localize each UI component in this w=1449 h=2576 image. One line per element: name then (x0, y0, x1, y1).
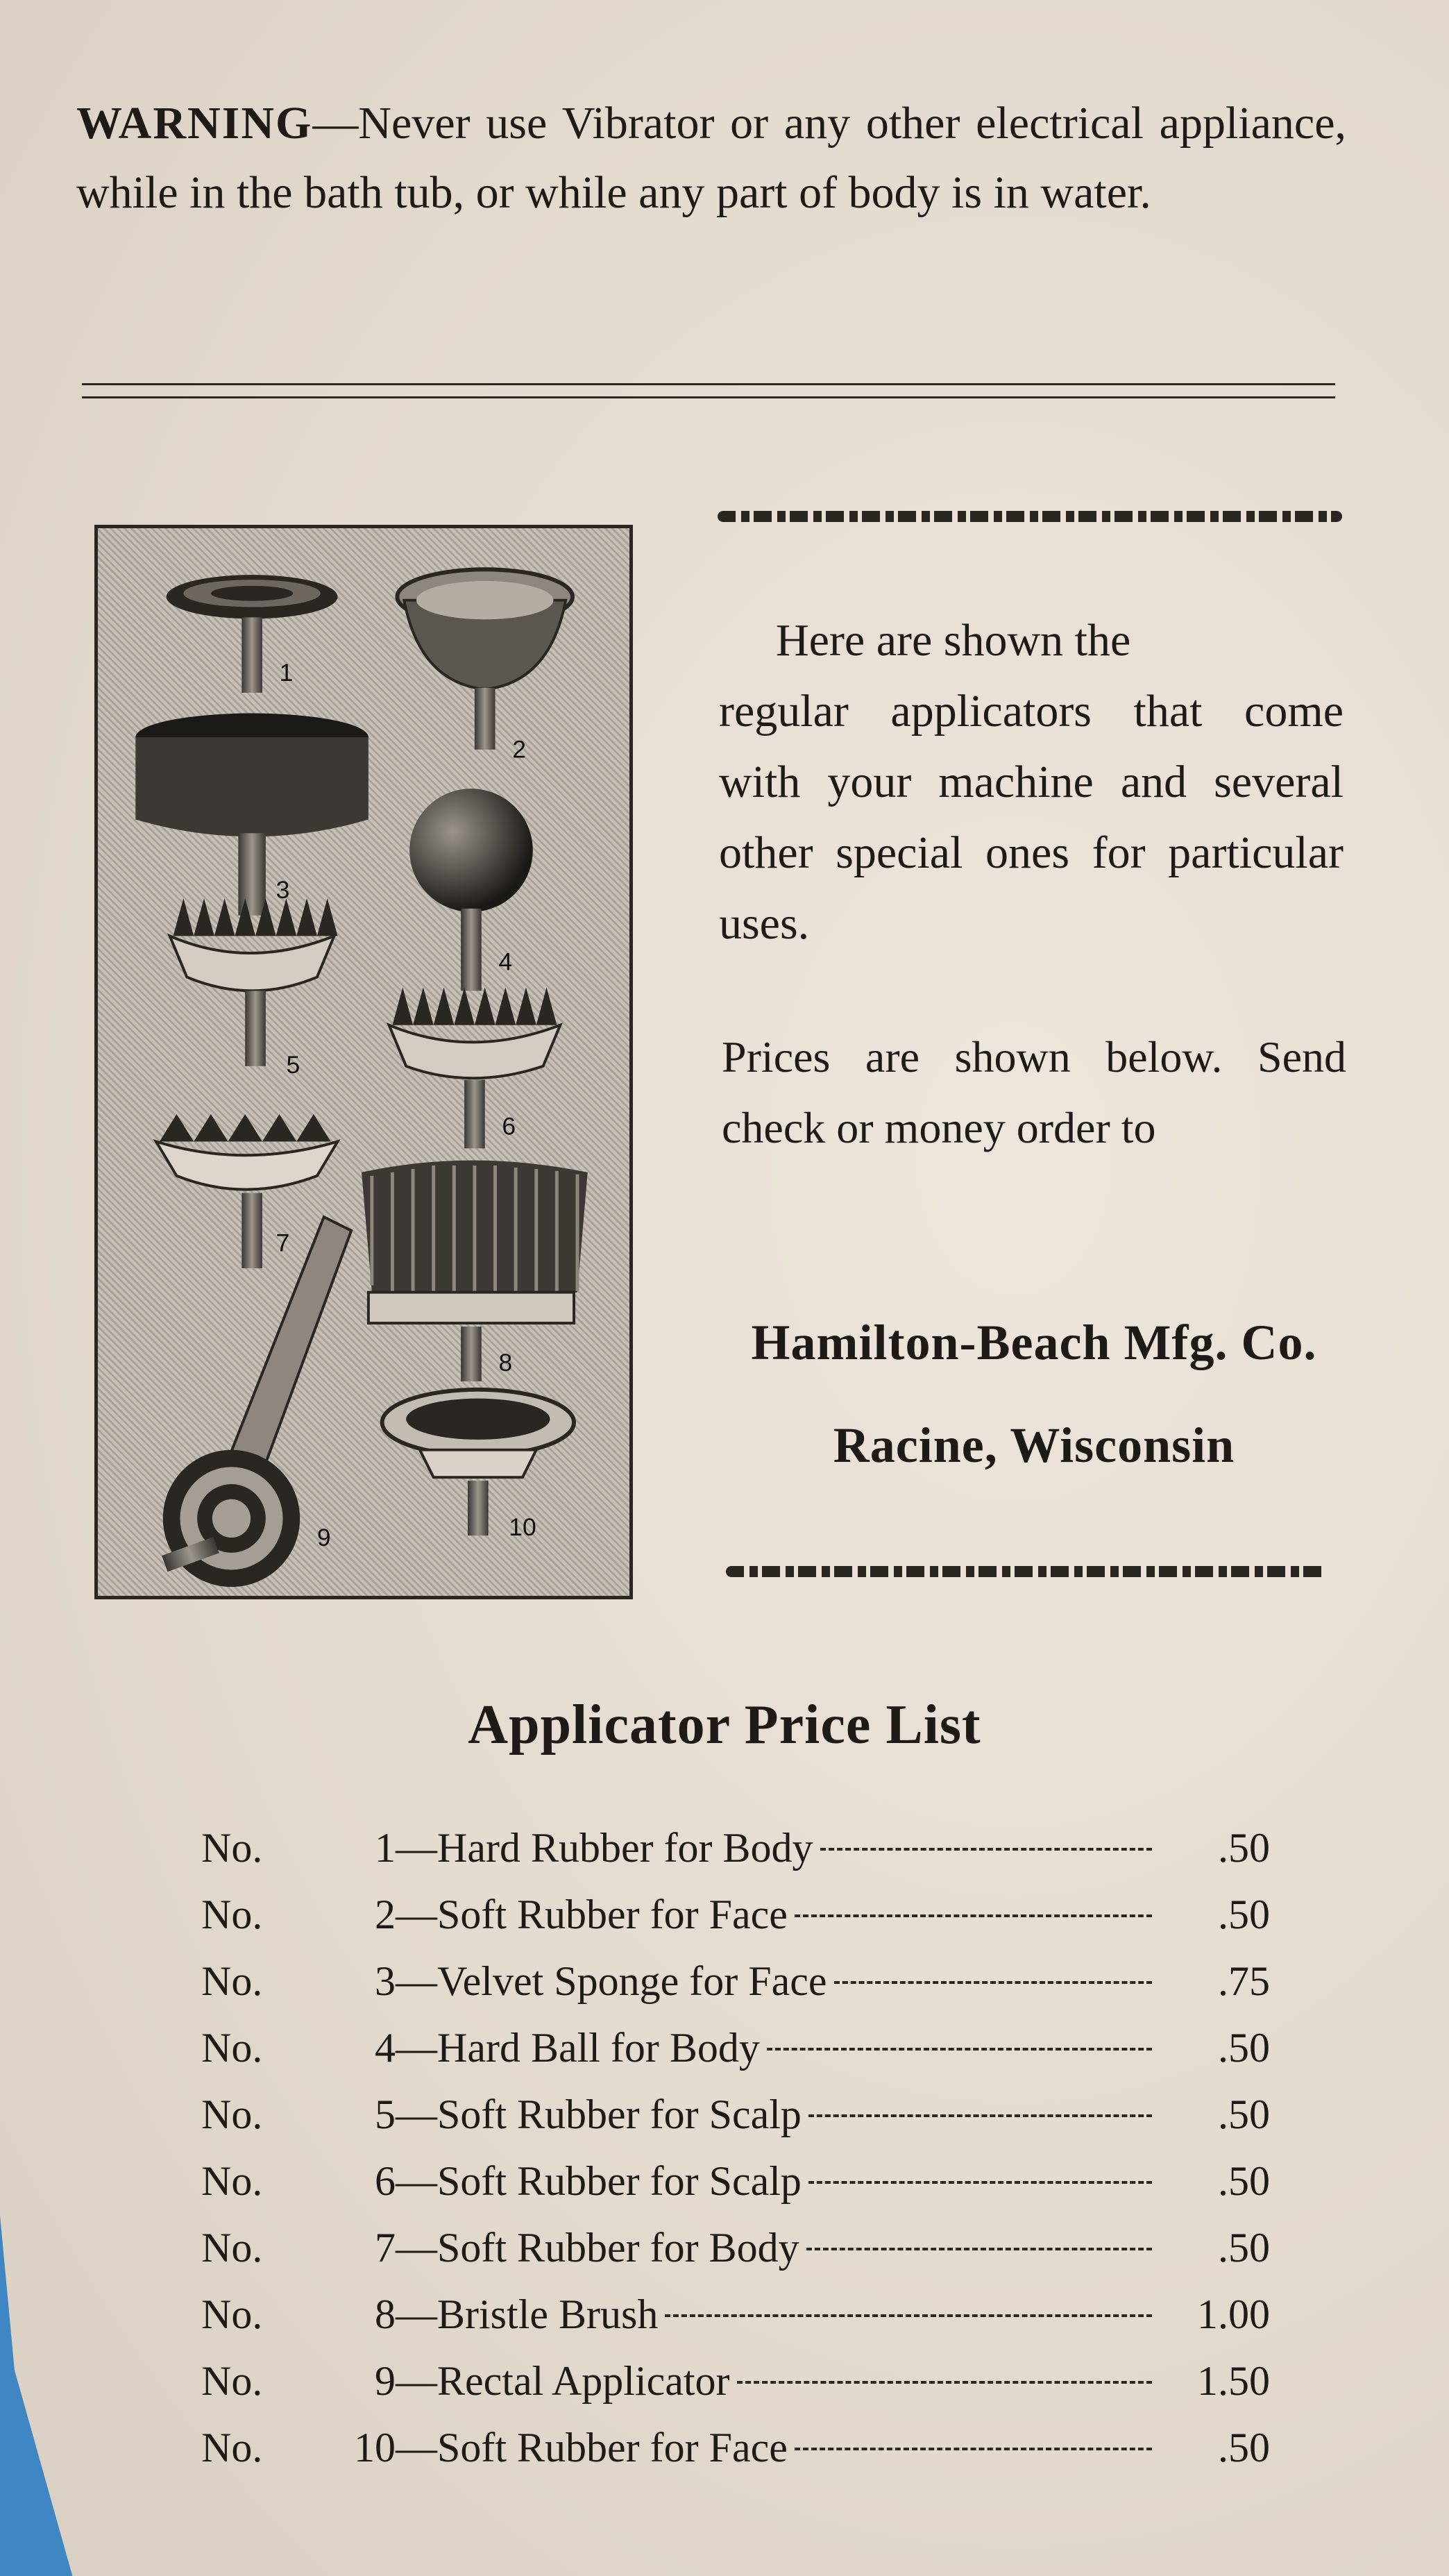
price-row (201, 2357, 1270, 2424)
warning-text: —Never use Vibrator or any other electrical appliance, while in the bath tub, or while any part of body is in water. (76, 98, 1346, 218)
row-no: No. (201, 1825, 263, 1871)
row-description: —Velvet Sponge for Face (396, 1958, 827, 2004)
prices-note: Prices are shown below. Send check or money order to (722, 1032, 1346, 1152)
row-price: .75 (1218, 1958, 1270, 2004)
row-number: 8 (375, 2291, 396, 2337)
chain-ornament-top (718, 511, 1342, 522)
row-price: .50 (1218, 2091, 1270, 2137)
intro-line-1: Here are shown the (776, 615, 1131, 666)
price-row (201, 2424, 1270, 2491)
price-row (201, 2024, 1270, 2091)
applicator-7-body (156, 1114, 338, 1268)
price-list (201, 1824, 1270, 2491)
applicator-4-ball (409, 789, 533, 991)
price-row (201, 2157, 1270, 2224)
warning-label: WARNING (76, 98, 313, 149)
row-no: No. (201, 2025, 263, 2071)
applicator-1-disc (167, 575, 338, 693)
applicator-8-brush (362, 1161, 588, 1381)
row-description: —Bristle Brush (396, 2291, 659, 2337)
intro-line-rest: regular applicators that come with your machine and several other special ones for particular uses. (719, 686, 1344, 949)
row-price: .50 (1218, 1892, 1270, 1937)
row-description: —Soft Rubber for Scalp (396, 2091, 802, 2137)
company-address (722, 1291, 1346, 1497)
applicator-5-scalp (170, 898, 338, 1079)
row-no: No. (201, 2358, 263, 2404)
price-row (201, 1891, 1270, 1958)
company-name: Hamilton-Beach Mfg. Co. (751, 1315, 1317, 1370)
dotted-leader (806, 2248, 1152, 2250)
applicator-6-scalp (389, 987, 561, 1148)
applicator-9-rectal (162, 1217, 351, 1587)
row-description: —Soft Rubber for Face (396, 1892, 788, 1937)
applicators-illustration (94, 525, 633, 1599)
label-6: 6 (502, 1112, 516, 1140)
label-7: 7 (276, 1229, 290, 1257)
row-price: .50 (1218, 2425, 1270, 2470)
row-number: 9 (375, 2358, 396, 2404)
price-row (201, 2291, 1270, 2357)
row-number: 6 (375, 2158, 396, 2204)
dotted-leader (795, 2448, 1152, 2450)
label-4: 4 (498, 948, 513, 976)
dotted-leader (820, 1848, 1152, 1851)
price-list-title: Applicator Price List (468, 1694, 981, 1756)
dotted-leader (737, 2381, 1152, 2384)
applicator-10-face (382, 1390, 574, 1541)
dotted-leader (767, 2048, 1152, 2051)
label-8: 8 (498, 1349, 513, 1377)
double-rule-divider (82, 383, 1335, 398)
row-description: —Soft Rubber for Body (396, 2225, 799, 2271)
applicators-drawing (98, 528, 629, 1596)
label-3: 3 (276, 876, 290, 904)
warning-notice (76, 89, 1346, 228)
row-description: —Rectal Applicator (396, 2358, 730, 2404)
row-no: No. (201, 2425, 263, 2470)
label-5: 5 (286, 1050, 300, 1079)
dotted-leader (808, 2181, 1152, 2184)
row-number: 7 (375, 2225, 396, 2271)
dotted-leader (834, 1981, 1152, 1984)
row-price: 1.50 (1197, 2358, 1270, 2404)
applicator-2-cup (397, 569, 573, 763)
row-description: —Soft Rubber for Scalp (396, 2158, 802, 2204)
label-10: 10 (509, 1513, 536, 1542)
row-number: 1 (375, 1825, 396, 1871)
intro-paragraph (719, 605, 1344, 959)
row-number: 3 (375, 1958, 396, 2004)
row-price: .50 (1218, 1825, 1270, 1871)
price-row (201, 1958, 1270, 2024)
row-description: —Hard Ball for Body (396, 2025, 760, 2071)
row-no: No. (201, 2291, 263, 2337)
applicator-3-sponge (135, 714, 368, 916)
row-price: .50 (1218, 2025, 1270, 2071)
row-number: 4 (375, 2025, 396, 2071)
label-2: 2 (512, 735, 526, 764)
row-no: No. (201, 1958, 263, 2004)
row-number: 5 (375, 2091, 396, 2137)
row-description: —Hard Rubber for Body (396, 1825, 813, 1871)
row-no: No. (201, 1892, 263, 1937)
row-number: 10 (354, 2425, 396, 2470)
chain-ornament-bottom (726, 1566, 1327, 1577)
dotted-leader (808, 2114, 1152, 2117)
row-number: 2 (375, 1892, 396, 1937)
row-no: No. (201, 2091, 263, 2137)
row-price: .50 (1218, 2225, 1270, 2271)
row-price: 1.00 (1197, 2291, 1270, 2337)
label-1: 1 (279, 659, 294, 687)
row-price: .50 (1218, 2158, 1270, 2204)
company-city: Racine, Wisconsin (833, 1417, 1235, 1473)
row-no: No. (201, 2158, 263, 2204)
price-row (201, 2091, 1270, 2157)
label-9: 9 (316, 1523, 331, 1551)
dotted-leader (665, 2314, 1152, 2317)
row-description: —Soft Rubber for Face (396, 2425, 788, 2470)
price-row (201, 1824, 1270, 1891)
price-row (201, 2224, 1270, 2291)
row-no: No. (201, 2225, 263, 2271)
dotted-leader (795, 1914, 1152, 1917)
